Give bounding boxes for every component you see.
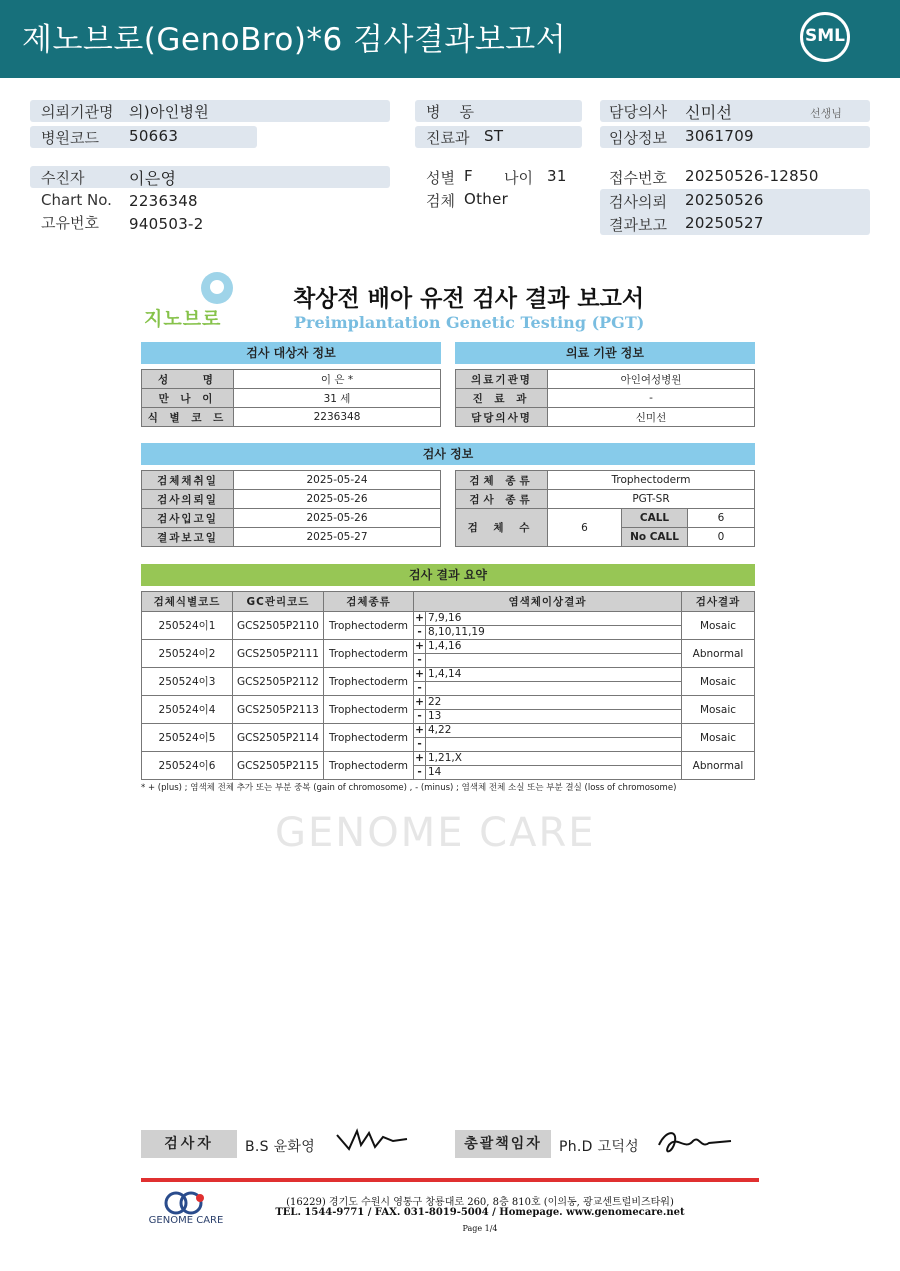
institution-value: 의)아인병원 <box>129 103 210 121</box>
age-value: 31 <box>547 167 567 185</box>
hospital-code-label: 병원코드 <box>41 129 99 147</box>
footer-divider <box>141 1178 759 1182</box>
sml-logo-text: SML <box>805 26 845 46</box>
subject-age-label: 만 나 이 <box>142 389 234 408</box>
sml-logo <box>800 12 850 62</box>
report-date-value2: 2025-05-27 <box>234 528 441 547</box>
request-date-value: 2025-05-26 <box>234 490 441 509</box>
specimen-type: Trophectoderm <box>324 668 414 696</box>
subject-name-value: 이 은 * <box>234 370 441 389</box>
director-name: Ph.D 고덕성 <box>559 1139 639 1155</box>
sex-value: F <box>464 167 473 185</box>
test-result: Mosaic <box>682 696 755 724</box>
pgt-report-title: 착상전 배아 유전 검사 결과 보고서 <box>293 286 645 312</box>
inst-name-value: 아인여성병원 <box>548 370 755 389</box>
specimen-type: Trophectoderm <box>324 612 414 640</box>
gain-line: + 1,21,X <box>414 752 681 766</box>
chart-value: 2236348 <box>129 192 198 210</box>
gain-chromosomes: 22 <box>428 696 442 708</box>
test-result: Abnormal <box>682 752 755 780</box>
receipt-label: 접수번호 <box>609 169 667 187</box>
gain-line: + 4,22 <box>414 724 681 738</box>
gc-code: GCS2505P2115 <box>233 752 324 780</box>
doctor-suffix: 선생님 <box>810 107 842 120</box>
examiner-signature <box>335 1125 415 1155</box>
test-dates-table <box>141 470 441 547</box>
gain-line: + 1,4,16 <box>414 640 681 654</box>
loss-chromosomes: 14 <box>428 766 442 778</box>
count-label: 검 체 수 <box>456 509 548 547</box>
doctor-value: 신미선 <box>685 103 733 122</box>
report-date-label2: 결과보고일 <box>142 528 234 547</box>
specimen-type: Trophectoderm <box>324 640 414 668</box>
inst-doctor-label: 담당의사명 <box>456 408 548 427</box>
gain-chromosomes: 1,4,14 <box>428 668 462 680</box>
collect-date-label: 검체채취일 <box>142 471 234 490</box>
specimen-type: Trophectoderm <box>324 752 414 780</box>
sample-id: 250524이4 <box>142 696 233 724</box>
uid-value: 940503-2 <box>129 215 204 233</box>
company-contact: TEL. 1544-9771 / FAX. 031-8019-5004 / Homepage. www.genomecare.net <box>275 1207 685 1218</box>
subject-name-label: 성 명 <box>142 370 234 389</box>
subject-info-header: 검사 대상자 정보 <box>141 342 441 364</box>
director-label: 총괄책임자 <box>455 1130 551 1158</box>
name-label: 수진자 <box>41 169 85 187</box>
sample-id: 250524이2 <box>142 640 233 668</box>
test-type-table <box>455 470 755 547</box>
hospital-code-value: 50663 <box>129 127 179 145</box>
pgt-report-subtitle: Preimplantation Genetic Testing (PGT) <box>294 313 645 332</box>
subject-table <box>141 369 441 427</box>
gc-code: GCS2505P2114 <box>233 724 324 752</box>
company-address: (16229) 경기도 수원시 영통구 창룡대로 260, 8층 810호 (이의동, 광교센트럴비즈타워) <box>286 1197 674 1208</box>
director-signature <box>655 1125 735 1159</box>
loss-line: - 13 <box>414 710 681 723</box>
call-value: 6 <box>688 509 755 528</box>
loss-line: - <box>414 682 681 695</box>
institution-info-header: 의료 기관 정보 <box>455 342 755 364</box>
inst-name-label: 의료기관명 <box>456 370 548 389</box>
page-number: Page 1/4 <box>462 1224 498 1233</box>
examiner-label: 검사자 <box>141 1130 237 1158</box>
sample-id: 250524이3 <box>142 668 233 696</box>
legend-note: * + (plus) ; 염색체 전체 추가 또는 부분 중복 (gain of chromosome) , - (minus) ; 염색체 전체 소실 또는 부분 결실 (loss of chromosome) <box>141 783 677 793</box>
inst-doctor-value: 신미선 <box>548 408 755 427</box>
col-sample-id: 검체식별코드 <box>142 592 233 612</box>
loss-line: - 8,10,11,19 <box>414 626 681 639</box>
col-gc-code: GC관리코드 <box>233 592 324 612</box>
chromosome-result <box>414 640 682 668</box>
col-test-result: 검사결과 <box>682 592 755 612</box>
genome-care-logo-text: GENOME CARE <box>148 1215 224 1226</box>
gain-chromosomes: 1,4,16 <box>428 640 462 652</box>
nocall-label: No CALL <box>622 528 688 547</box>
receipt-value: 20250526-12850 <box>685 167 819 185</box>
report-date-label: 결과보고 <box>609 216 667 234</box>
genobro-logo-inner <box>210 280 224 294</box>
specimen-value: Other <box>464 190 509 208</box>
test-result: Abnormal <box>682 640 755 668</box>
clinical-value: 3061709 <box>685 127 754 145</box>
call-label: CALL <box>622 509 688 528</box>
institution-table <box>455 369 755 427</box>
loss-chromosomes: 13 <box>428 710 442 722</box>
count-value: 6 <box>548 509 622 547</box>
inst-dept-value: - <box>548 389 755 408</box>
dept-label: 진료과 <box>426 129 470 147</box>
gain-chromosomes: 4,22 <box>428 724 452 736</box>
subject-age-value: 31 세 <box>234 389 441 408</box>
test-type-value: PGT-SR <box>548 490 755 509</box>
chart-label: Chart No. <box>41 191 112 209</box>
loss-line: - <box>414 654 681 667</box>
inst-dept-label: 진 료 과 <box>456 389 548 408</box>
loss-line: - <box>414 738 681 751</box>
report-header-bar <box>0 0 900 78</box>
specimen-type: Trophectoderm <box>324 724 414 752</box>
genome-care-logo-icon <box>163 1190 207 1216</box>
report-date-value: 20250527 <box>685 214 764 232</box>
chromosome-result <box>414 612 682 640</box>
genobro-logo-text: 지노브로 <box>144 308 222 330</box>
table-row <box>142 752 755 780</box>
specimen-type-value: Trophectoderm <box>548 471 755 490</box>
specimen-type: Trophectoderm <box>324 696 414 724</box>
report-title: 제노브로(GenoBro)*6 검사결과보고서 <box>22 22 567 58</box>
gc-code: GCS2505P2111 <box>233 640 324 668</box>
col-chromosome-result: 염색체이상결과 <box>414 592 682 612</box>
sex-label: 성별 <box>426 169 455 187</box>
request-value: 20250526 <box>685 191 764 209</box>
table-row <box>142 640 755 668</box>
chromosome-result <box>414 724 682 752</box>
chromosome-result <box>414 752 682 780</box>
request-label: 검사의뢰 <box>609 193 667 211</box>
gain-line: + 22 <box>414 696 681 710</box>
uid-label: 고유번호 <box>41 214 99 232</box>
ward-label: 병 동 <box>426 103 475 121</box>
col-specimen-type: 검체종류 <box>324 592 414 612</box>
gc-code: GCS2505P2113 <box>233 696 324 724</box>
sample-id: 250524이5 <box>142 724 233 752</box>
test-result: Mosaic <box>682 612 755 640</box>
subject-id-value: 2236348 <box>234 408 441 427</box>
specimen-type-label: 검체 종류 <box>456 471 548 490</box>
table-row <box>142 612 755 640</box>
age-label: 나이 <box>504 169 533 187</box>
gain-line: + 7,9,16 <box>414 612 681 626</box>
table-row <box>142 668 755 696</box>
examiner-name: B.S 윤화영 <box>245 1139 316 1155</box>
results-header-row <box>142 592 755 612</box>
sample-id: 250524이6 <box>142 752 233 780</box>
nocall-value: 0 <box>688 528 755 547</box>
table-row <box>142 696 755 724</box>
name-value: 이은영 <box>129 169 177 188</box>
test-type-label: 검사 종류 <box>456 490 548 509</box>
subject-id-label: 식 별 코 드 <box>142 408 234 427</box>
test-info-header: 검사 정보 <box>141 443 755 465</box>
test-result: Mosaic <box>682 668 755 696</box>
collect-date-value: 2025-05-24 <box>234 471 441 490</box>
chromosome-result <box>414 668 682 696</box>
genome-care-watermark: GENOME CARE <box>275 810 596 856</box>
gain-line: + 1,4,14 <box>414 668 681 682</box>
summary-header: 검사 결과 요약 <box>141 564 755 586</box>
loss-chromosomes: 8,10,11,19 <box>428 626 485 638</box>
gain-chromosomes: 1,21,X <box>428 752 462 764</box>
specimen-label: 검체 <box>426 192 455 210</box>
receive-date-label: 검사입고일 <box>142 509 234 528</box>
chromosome-result <box>414 696 682 724</box>
test-result: Mosaic <box>682 724 755 752</box>
sample-id: 250524이1 <box>142 612 233 640</box>
clinical-label: 임상정보 <box>609 129 667 147</box>
gain-chromosomes: 7,9,16 <box>428 612 462 624</box>
gc-code: GCS2505P2112 <box>233 668 324 696</box>
gc-code: GCS2505P2110 <box>233 612 324 640</box>
request-date-label: 검사의뢰일 <box>142 490 234 509</box>
receive-date-value: 2025-05-26 <box>234 509 441 528</box>
loss-line: - 14 <box>414 766 681 779</box>
results-table <box>141 591 755 780</box>
institution-label: 의뢰기관명 <box>41 103 114 121</box>
table-row <box>142 724 755 752</box>
doctor-label: 담당의사 <box>609 103 667 121</box>
dept-value: ST <box>484 127 504 145</box>
